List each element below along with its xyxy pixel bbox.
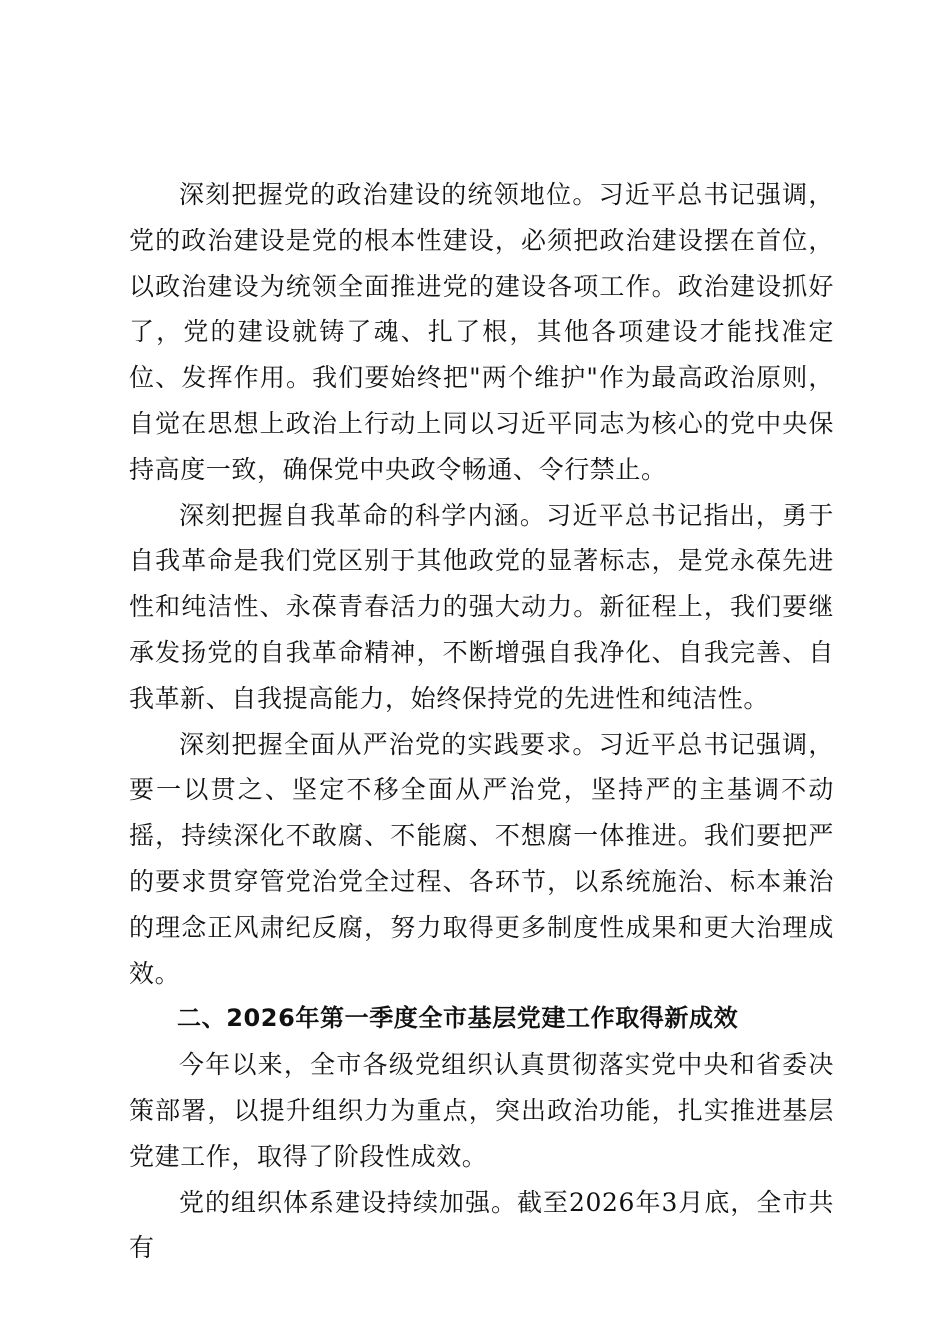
- paragraph-organization-system: 党的组织体系建设持续加强。截至2026年3月底，全市共有: [129, 1187, 834, 1263]
- paragraph-self-revolution: 深刻把握自我革命的科学内涵。习近平总书记指出，勇于自我革命是我们党区别于其他政党的显著标志，是党永葆先进性和纯洁性、永葆青春活力的强大动力。新征程上，我们要继承发扬党的自我革命精神，不断增强自我净化、自我完善、自我革新、自我提高能力，始终保持党的先进性和纯洁性。: [129, 500, 834, 713]
- document-body: [129, 172, 834, 1271]
- paragraph-political-construction: 深刻把握党的政治建设的统领地位。习近平总书记强调，党的政治建设是党的根本性建设，必须把政治建设摆在首位，以政治建设为统领全面推进党的建设各项工作。政治建设抓好了，党的建设就铸了魂、扎了根，其他各项建设才能找准定位、发挥作用。我们要始终把"两个维护"作为最高政治原则，自觉在思想上政治上行动上同以习近平同志为核心的党中央保持高度一致，确保党中央政令畅通、令行禁止。: [129, 180, 834, 484]
- section-heading: 二、2026年第一季度全市基层党建工作取得新成效: [177, 1004, 739, 1033]
- paragraph-intro-achievements: 今年以来，全市各级党组织认真贯彻落实党中央和省委决策部署，以提升组织力为重点，突出政治功能，扎实推进基层党建工作，取得了阶段性成效。: [129, 1050, 834, 1171]
- paragraph-strict-governance: 深刻把握全面从严治党的实践要求。习近平总书记强调，要一以贯之、坚定不移全面从严治党，坚持严的主基调不动摇，持续深化不敢腐、不能腐、不想腐一体推进。我们要把严的要求贯穿管党治党全过程、各环节，以系统施治、标本兼治的理念正风肃纪反腐，努力取得更多制度性成果和更大治理成效。: [129, 729, 834, 988]
